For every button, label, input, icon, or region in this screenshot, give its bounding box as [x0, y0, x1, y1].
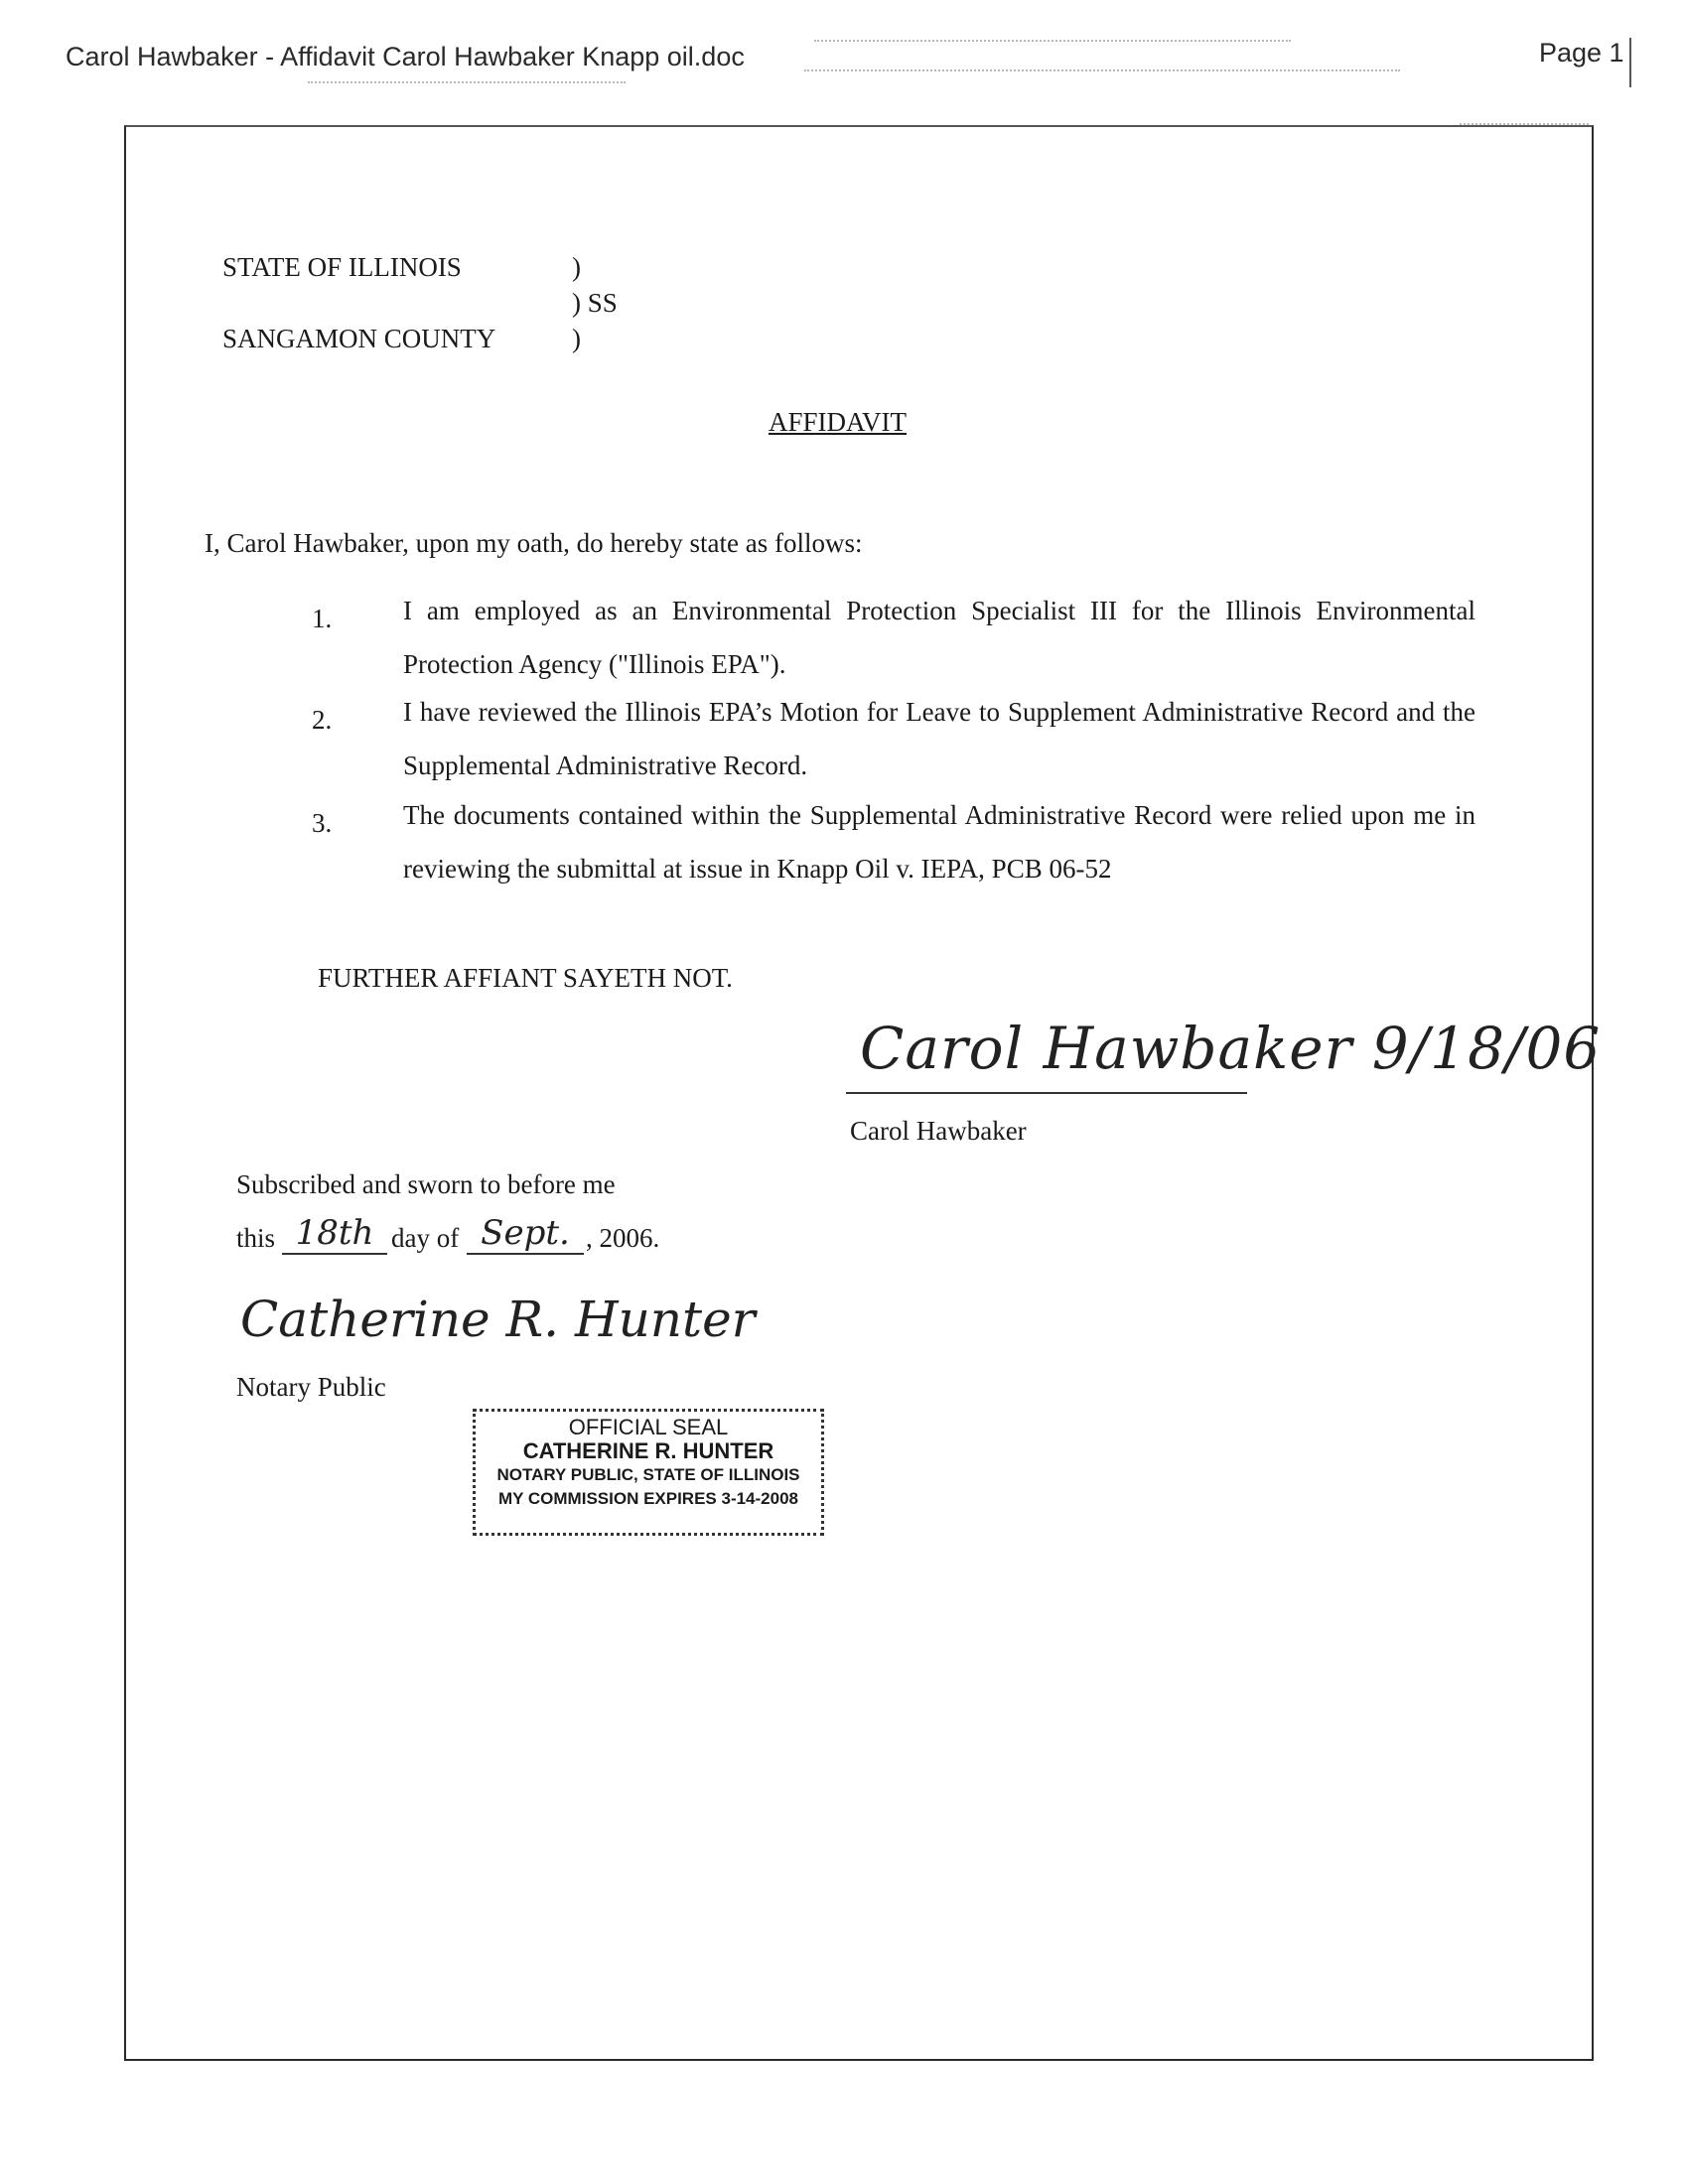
jurat-line: Subscribed and sworn to before me [236, 1169, 616, 1199]
seal-heading: OFFICIAL SEAL [568, 1415, 729, 1439]
scan-noise [804, 69, 1400, 71]
notary-signature: Catherine R. Hunter [240, 1291, 756, 1348]
scan-noise [814, 40, 1291, 42]
venue-paren: ) [572, 324, 581, 353]
item-text: I am employed as an Environmental Protection Specialist III for the Illinois Environmental Protection Agency ("Illinois EPA"). [403, 596, 1475, 679]
jurat-this: this [236, 1223, 276, 1253]
item-text: I have reviewed the Illinois EPA’s Motion for Leave to Supplement Administrative Record and the Supplemental Administrative Record. [403, 697, 1475, 780]
affiant-name: Carol Hawbaker [850, 1116, 1027, 1146]
scan-noise [308, 81, 626, 83]
jurat-year: , 2006. [586, 1223, 660, 1253]
venue-paren: ) [572, 252, 581, 282]
item-text: The documents contained within the Supplemental Administrative Record were relied upon me in reviewing the submittal at issue in Knapp Oil v. IEPA, PCB 06-52 [403, 800, 1475, 884]
print-header-title: Carol Hawbaker - Affidavit Carol Hawbaker Knapp oil.doc [66, 42, 745, 71]
venue-state: STATE OF ILLINOIS [222, 252, 462, 282]
intro-text: I, Carol Hawbaker, upon my oath, do hereby state as follows: [205, 528, 863, 558]
seal-title: NOTARY PUBLIC, STATE OF ILLINOIS [496, 1465, 800, 1484]
seal-name: CATHERINE R. HUNTER [522, 1438, 774, 1463]
official-seal-stamp [473, 1409, 824, 1536]
seal-expiry: MY COMMISSION EXPIRES 3-14-2008 [497, 1489, 798, 1508]
venue-ss: ) SS [572, 288, 618, 318]
item-number: 2. [312, 705, 333, 735]
jurat-day-of: day of [391, 1223, 460, 1253]
closing-statement: FURTHER AFFIANT SAYETH NOT. [318, 963, 733, 993]
print-header-page: Page 1 [1539, 38, 1624, 68]
item-number: 1. [312, 604, 333, 633]
notary-label: Notary Public [236, 1372, 386, 1402]
header-divider [1629, 38, 1631, 87]
document-title: AFFIDAVIT [769, 407, 908, 437]
signature-line [846, 1092, 1247, 1094]
month-fill: Sept. [467, 1213, 584, 1255]
venue-county: SANGAMON COUNTY [222, 324, 496, 353]
day-fill: 18th [282, 1213, 387, 1255]
item-number: 3. [312, 808, 333, 838]
affiant-signature: Carol Hawbaker 9/18/06 [860, 1015, 1602, 1082]
